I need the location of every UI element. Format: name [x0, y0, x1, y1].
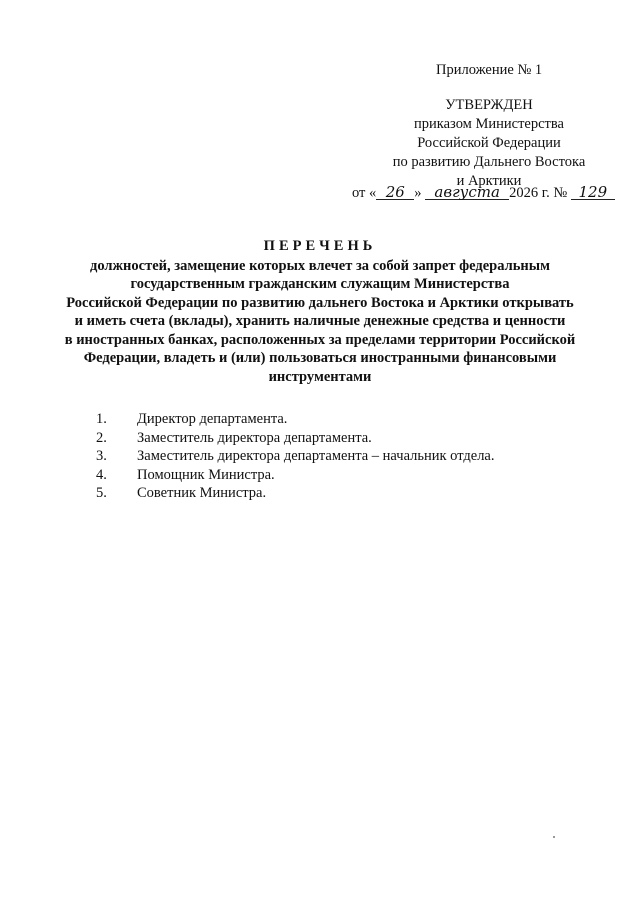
approval-line: УТВЕРЖДЕН [445, 97, 533, 113]
approval-line: Российской Федерации [417, 135, 561, 151]
order-day-handwritten: 26 [376, 185, 414, 200]
approval-line: и Арктики [456, 173, 522, 189]
item-text: Заместитель директора департамента – начальник отдела. [137, 448, 495, 464]
item-text: Заместитель директора департамента. [137, 429, 372, 446]
approval-block [344, 96, 634, 191]
order-mid: » [414, 185, 422, 201]
title-line: в иностранных банках, расположенных за пределами территории Российской [64, 331, 576, 348]
scan-speck [553, 836, 555, 838]
title-line: должностей, замещение которых влечет за собой запрет федеральным [90, 257, 550, 274]
item-number: 4. [96, 466, 107, 483]
positions-list [96, 410, 495, 503]
title-heading: ПЕРЕЧЕНЬ [263, 238, 377, 254]
order-month-handwritten: августа [425, 185, 509, 200]
item-number: 2. [96, 429, 107, 446]
item-number: 3. [96, 448, 107, 464]
order-number-handwritten: 129 [571, 185, 615, 200]
approval-line: по развитию Дальнего Востока [392, 154, 586, 170]
list-item [96, 410, 495, 429]
list-item [96, 447, 495, 466]
list-item [96, 466, 495, 485]
document-title [40, 237, 600, 386]
title-line: инструментами [268, 368, 372, 385]
order-year: 2026 г. № [509, 185, 568, 201]
title-line: Федерации, владеть и (или) пользоваться иностранными финансовыми [83, 350, 557, 366]
list-item [96, 484, 495, 503]
list-item [96, 429, 495, 448]
annex-label: Приложение № 1 [436, 62, 543, 78]
title-line: государственным гражданским служащим Министерства [130, 276, 510, 292]
order-date-number [352, 185, 615, 202]
item-text: Директор департамента. [137, 411, 288, 427]
approval-line: приказом Министерства [414, 116, 564, 132]
order-prefix: от « [352, 185, 377, 201]
item-text: Помощник Министра. [137, 466, 275, 483]
item-text: Советник Министра. [137, 485, 267, 501]
item-number: 5. [96, 485, 107, 501]
item-number: 1. [96, 411, 107, 427]
title-line: Российской Федерации по развитию дальнего Востока и Арктики открывать [66, 294, 574, 311]
title-line: и иметь счета (вклады), хранить наличные денежные средства и ценности [74, 313, 566, 329]
